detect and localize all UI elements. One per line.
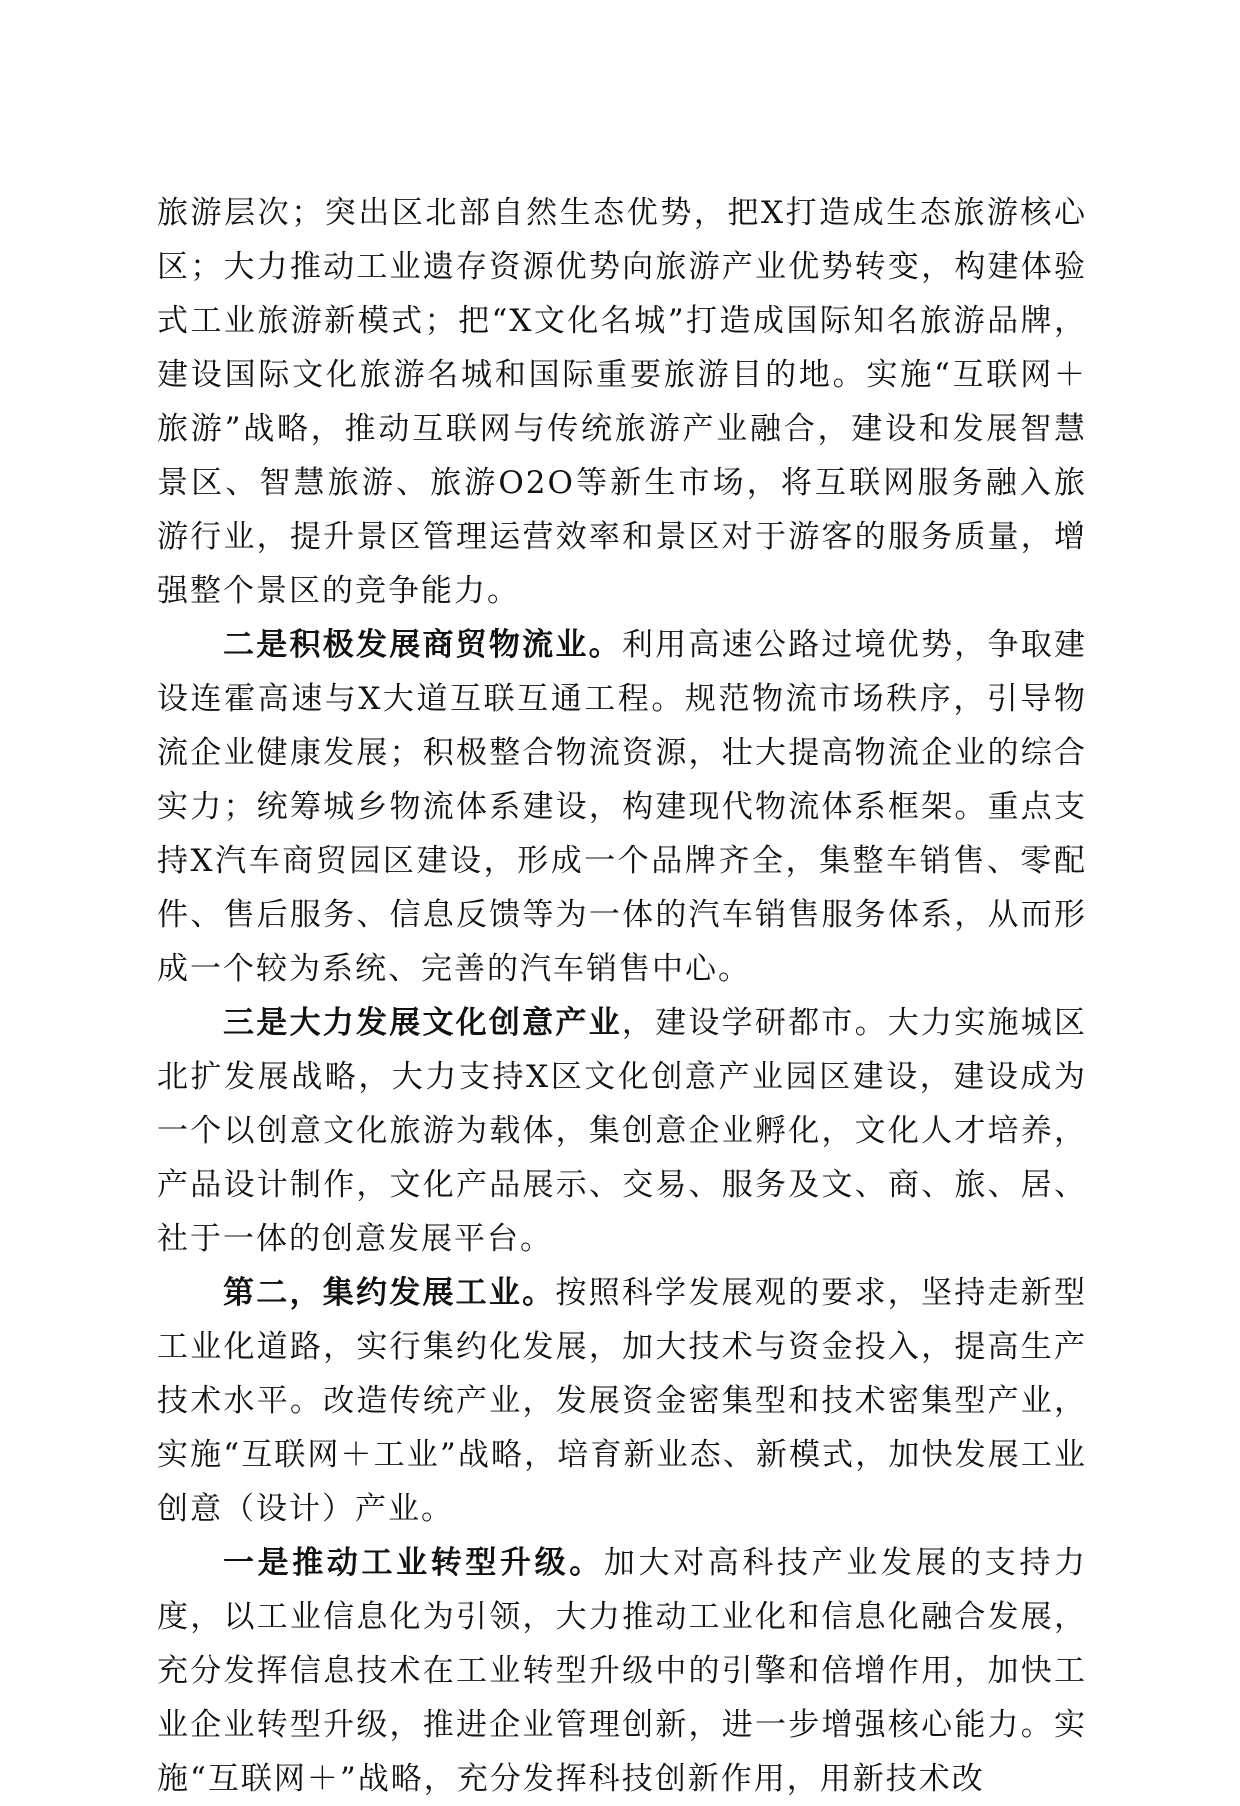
paragraph-cultural-creative	[157, 996, 1087, 1266]
document-body	[157, 186, 1087, 1806]
paragraph-text: 旅游层次；突出区北部自然生态优势，把X打造成生态旅游核心区；大力推动工业遗存资源优势向旅游产业优势转变，构建体验式工业旅游新模式；把“X文化名城”打造成国际知名旅游品牌，建设国际文化旅游名城和国际重要旅游目的地。实施“互联网＋旅游”战略，推动互联网与传统旅游产业融合，建设和发展智慧景区、智慧旅游、旅游O2O等新生市场，将互联网服务融入旅游行业，提升景区管理运营效率和景区对于游客的服务质量，增强整个景区的竞争能力。	[157, 195, 1087, 609]
paragraph-industrial-upgrade	[157, 1536, 1087, 1806]
paragraph-commerce-logistics	[157, 618, 1087, 996]
paragraph-heading: 第二，集约发展工业。	[223, 1275, 556, 1311]
paragraph-tourism-continued	[157, 186, 1087, 618]
paragraph-heading: 一是推动工业转型升级。	[223, 1545, 604, 1581]
paragraph-heading: 三是大力发展文化创意产业	[223, 1005, 622, 1041]
paragraph-text: 利用高速公路过境优势，争取建设连霍高速与X大道互联互通工程。规范物流市场秩序，引导物流企业健康发展；积极整合物流资源，壮大提高物流企业的综合实力；统筹城乡物流体系建设，构建现代物流体系框架。重点支持X汽车商贸园区建设，形成一个品牌齐全，集整车销售、零配件、售后服务、信息反馈等为一体的汽车销售服务体系，从而形成一个较为系统、完善的汽车销售中心。	[157, 627, 1088, 987]
paragraph-text: 按照科学发展观的要求，坚持走新型工业化道路，实行集约化发展，加大技术与资金投入，提高生产技术水平。改造传统产业，发展资金密集型和技术密集型产业，实施“互联网＋工业”战略，培育新业态、新模式，加快发展工业创意（设计）产业。	[157, 1275, 1088, 1527]
paragraph-industry-intensive	[157, 1266, 1087, 1536]
paragraph-text: 加大对高科技产业发展的支持力度，以工业信息化为引领，大力推动工业化和信息化融合发展，充分发挥信息技术在工业转型升级中的引擎和倍增作用，加快工业企业转型升级，推进企业管理创新，进一步增强核心能力。实施“互联网＋”战略，充分发挥科技创新作用，用新技术改	[157, 1545, 1087, 1797]
paragraph-text: ，建设学研都市。大力实施城区北扩发展战略，大力支持X区文化创意产业园区建设，建设成为一个以创意文化旅游为载体，集创意企业孵化，文化人才培养，产品设计制作，文化产品展示、交易、服务及文、商、旅、居、社于一体的创意发展平台。	[157, 1005, 1088, 1257]
paragraph-heading: 二是积极发展商贸物流业。	[223, 627, 622, 663]
